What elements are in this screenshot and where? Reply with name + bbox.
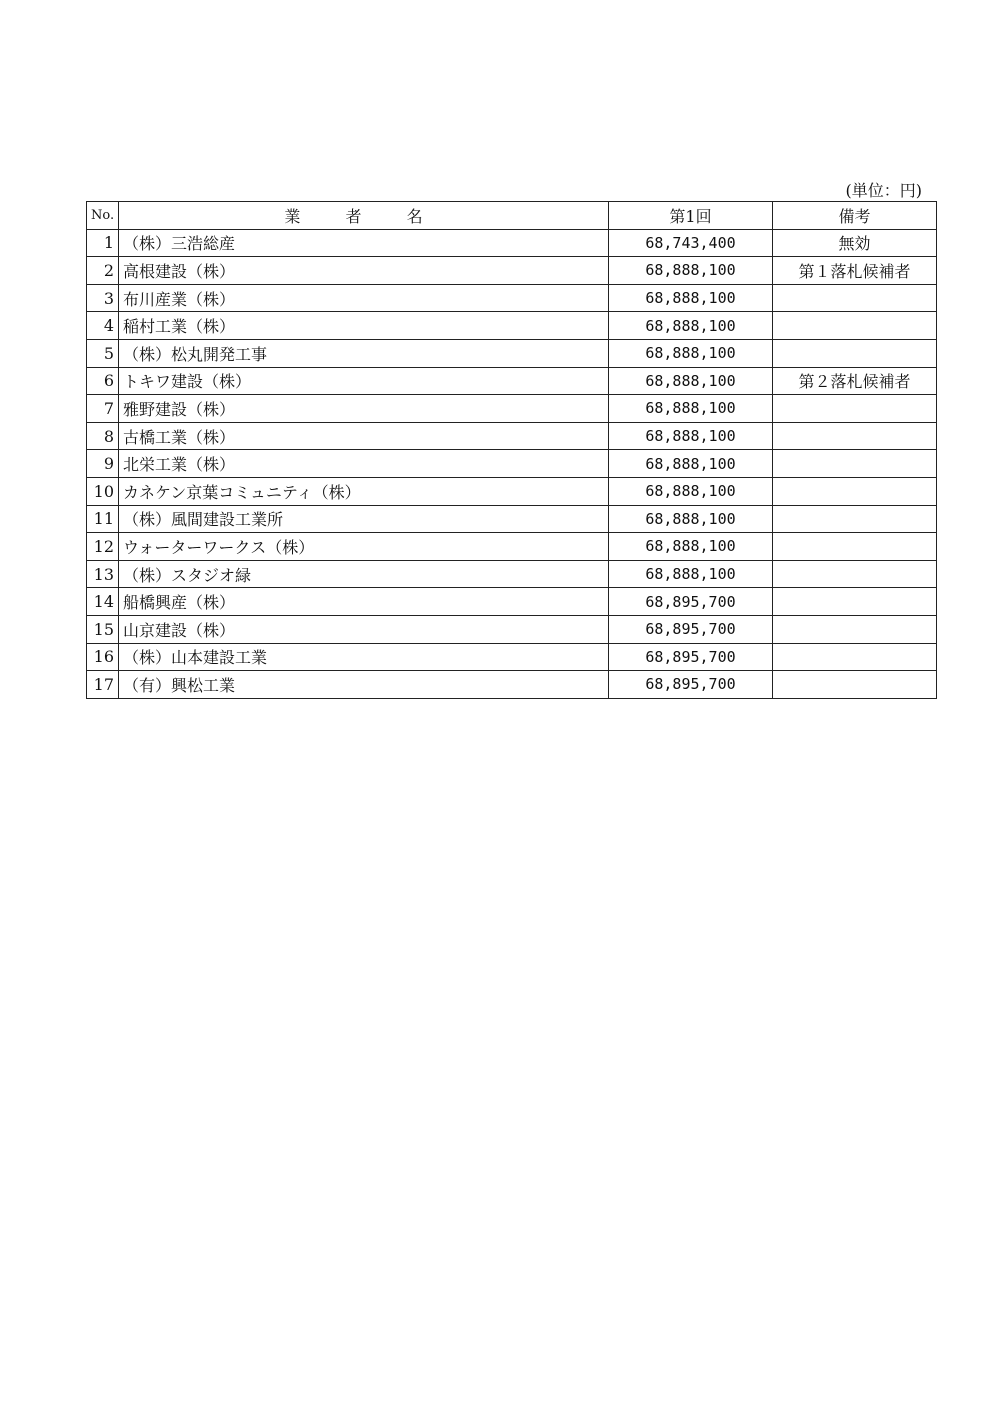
bid-amount: 68,888,100 xyxy=(609,533,773,561)
row-number: 9 xyxy=(87,450,119,478)
bid-results-table xyxy=(86,201,937,699)
bid-amount: 68,888,100 xyxy=(609,284,773,312)
company-name: （株）風間建設工業所 xyxy=(119,505,609,533)
remarks xyxy=(773,643,937,671)
row-number: 13 xyxy=(87,560,119,588)
table-body xyxy=(87,229,937,698)
bid-amount: 68,888,100 xyxy=(609,367,773,395)
table-row xyxy=(87,477,937,505)
company-name: 山京建設（株） xyxy=(119,615,609,643)
table-row xyxy=(87,367,937,395)
table-row xyxy=(87,671,937,699)
row-number: 11 xyxy=(87,505,119,533)
row-number: 2 xyxy=(87,257,119,285)
table-row xyxy=(87,533,937,561)
bid-amount: 68,895,700 xyxy=(609,671,773,699)
row-number: 8 xyxy=(87,422,119,450)
header-company-name: 業 者 名 xyxy=(119,202,609,230)
company-name: 高根建設（株） xyxy=(119,257,609,285)
row-number: 7 xyxy=(87,395,119,423)
bid-amount: 68,888,100 xyxy=(609,395,773,423)
remarks: 無効 xyxy=(773,229,937,257)
bid-amount: 68,888,100 xyxy=(609,339,773,367)
row-number: 5 xyxy=(87,339,119,367)
remarks xyxy=(773,588,937,616)
header-first-bid: 第1回 xyxy=(609,202,773,230)
bid-amount: 68,888,100 xyxy=(609,450,773,478)
company-name: （株）松丸開発工事 xyxy=(119,339,609,367)
bid-amount: 68,888,100 xyxy=(609,477,773,505)
company-name: トキワ建設（株） xyxy=(119,367,609,395)
bid-amount: 68,888,100 xyxy=(609,560,773,588)
bid-amount: 68,895,700 xyxy=(609,615,773,643)
row-number: 4 xyxy=(87,312,119,340)
company-name: ウォーターワークス（株） xyxy=(119,533,609,561)
row-number: 12 xyxy=(87,533,119,561)
row-number: 3 xyxy=(87,284,119,312)
table-row xyxy=(87,284,937,312)
remarks xyxy=(773,560,937,588)
bid-amount: 68,743,400 xyxy=(609,229,773,257)
company-name: 布川産業（株） xyxy=(119,284,609,312)
table-row xyxy=(87,560,937,588)
remarks xyxy=(773,477,937,505)
unit-label: (単位：円) xyxy=(845,181,922,200)
bid-amount: 68,888,100 xyxy=(609,505,773,533)
bid-amount: 68,888,100 xyxy=(609,422,773,450)
company-name: 稲村工業（株） xyxy=(119,312,609,340)
row-number: 10 xyxy=(87,477,119,505)
remarks xyxy=(773,422,937,450)
company-name: 船橋興産（株） xyxy=(119,588,609,616)
remarks: 第１落札候補者 xyxy=(773,257,937,285)
table-row xyxy=(87,395,937,423)
company-name: （株）山本建設工業 xyxy=(119,643,609,671)
company-name: （株）スタジオ緑 xyxy=(119,560,609,588)
company-name: カネケン京葉コミュニティ（株） xyxy=(119,477,609,505)
company-name: 古橋工業（株） xyxy=(119,422,609,450)
remarks xyxy=(773,312,937,340)
table-header-row xyxy=(87,202,937,230)
header-no: No. xyxy=(87,202,119,230)
remarks xyxy=(773,339,937,367)
remarks xyxy=(773,284,937,312)
remarks xyxy=(773,533,937,561)
bid-amount: 68,895,700 xyxy=(609,588,773,616)
company-name: 雅野建設（株） xyxy=(119,395,609,423)
table-row xyxy=(87,588,937,616)
bid-amount: 68,895,700 xyxy=(609,643,773,671)
company-name: 北栄工業（株） xyxy=(119,450,609,478)
bid-amount: 68,888,100 xyxy=(609,312,773,340)
table-row xyxy=(87,229,937,257)
company-name: （株）三浩総産 xyxy=(119,229,609,257)
row-number: 14 xyxy=(87,588,119,616)
row-number: 6 xyxy=(87,367,119,395)
remarks xyxy=(773,395,937,423)
remarks xyxy=(773,615,937,643)
remarks xyxy=(773,450,937,478)
row-number: 17 xyxy=(87,671,119,699)
row-number: 1 xyxy=(87,229,119,257)
table-row xyxy=(87,312,937,340)
remarks xyxy=(773,505,937,533)
table-row xyxy=(87,643,937,671)
table-row xyxy=(87,339,937,367)
row-number: 16 xyxy=(87,643,119,671)
row-number: 15 xyxy=(87,615,119,643)
table-row xyxy=(87,615,937,643)
bid-amount: 68,888,100 xyxy=(609,257,773,285)
table-row xyxy=(87,505,937,533)
table-row xyxy=(87,257,937,285)
table-row xyxy=(87,422,937,450)
remarks: 第２落札候補者 xyxy=(773,367,937,395)
header-remarks: 備考 xyxy=(773,202,937,230)
remarks xyxy=(773,671,937,699)
table-row xyxy=(87,450,937,478)
company-name: （有）興松工業 xyxy=(119,671,609,699)
